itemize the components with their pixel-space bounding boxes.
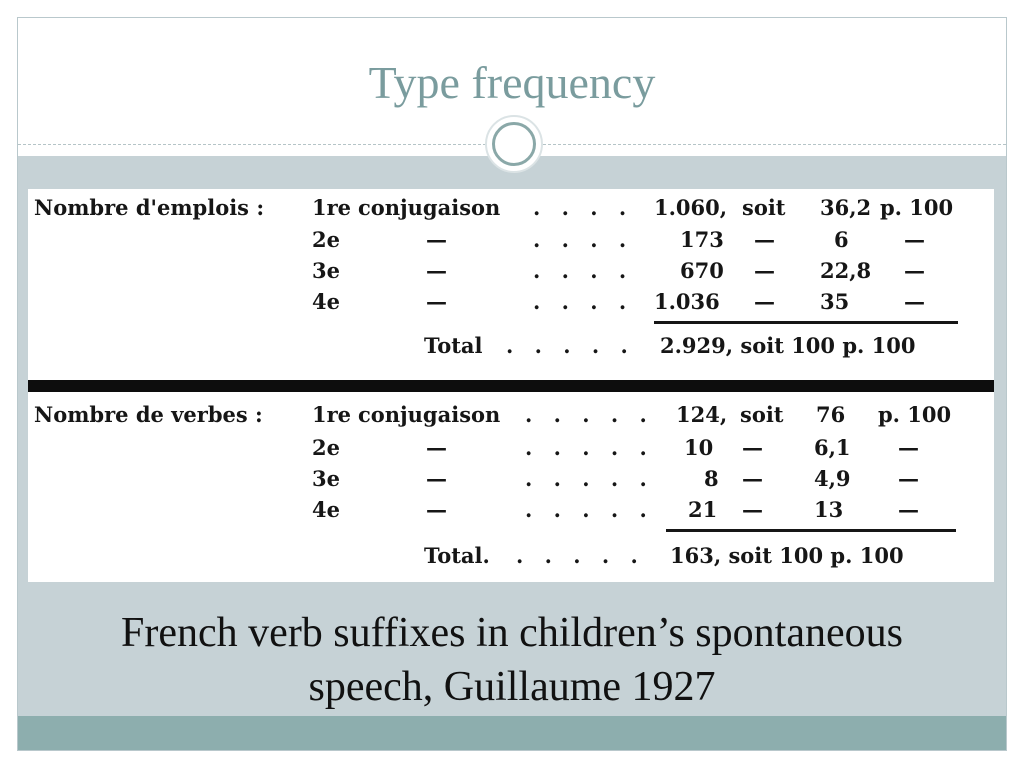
soit-label: — (754, 289, 775, 314)
count-value: 1.060, (654, 195, 728, 220)
soit-label: — (754, 258, 775, 283)
conjugation-label: — (426, 289, 447, 314)
conjugation-rank: 4e (312, 497, 340, 522)
leader-dots: . . . . . (525, 435, 654, 460)
leader-dots: . . . . (533, 289, 634, 314)
percent-unit: — (904, 289, 925, 314)
conjugation-rank: 2e (312, 435, 340, 460)
count-value: 173 (680, 227, 724, 252)
percent-unit: — (904, 258, 925, 283)
percent-value: 6,1 (814, 435, 851, 460)
percent-value: 6 (834, 227, 849, 252)
leader-dots: . . . . . (506, 333, 635, 358)
conjugation-label: — (426, 258, 447, 283)
total-value: 2.929, soit 100 p. 100 (660, 333, 916, 358)
percent-value: 76 (816, 402, 846, 427)
conjugation-label: — (426, 497, 447, 522)
conjugation-rank: 2e (312, 227, 340, 252)
table-heading: Nombre d'emplois : (34, 195, 265, 220)
percent-value: 13 (814, 497, 844, 522)
total-label: Total (424, 333, 483, 358)
conjugation-label: conjugaison (358, 402, 501, 427)
percent-value: 4,9 (814, 466, 851, 491)
total-row (28, 541, 994, 571)
leader-dots: . . . . (533, 195, 634, 220)
slide-caption (18, 606, 1006, 714)
conjugation-rank: 4e (312, 289, 340, 314)
conjugation-label: — (426, 435, 447, 460)
percent-unit: — (898, 466, 919, 491)
leader-dots: . . . . . (516, 543, 645, 568)
caption-line: French verb suffixes in children’s spontaneous (121, 610, 903, 656)
conjugation-rank: 1re (312, 195, 352, 220)
soit-label: soit (742, 195, 786, 220)
table-row (28, 193, 994, 223)
percent-unit: p. 100 (878, 402, 952, 427)
count-value: 8 (704, 466, 719, 491)
slide-title: Type frequency (368, 57, 656, 108)
soit-label: — (754, 227, 775, 252)
soit-label: — (742, 435, 763, 460)
soit-label: soit (740, 402, 784, 427)
sum-rule (666, 529, 956, 532)
conjugation-rank: 3e (312, 466, 340, 491)
percent-value: 35 (820, 289, 850, 314)
table-row (28, 287, 994, 317)
soit-label: — (742, 466, 763, 491)
count-value: 21 (688, 497, 718, 522)
section-separator (28, 380, 994, 392)
table-heading: Nombre de verbes : (34, 402, 263, 427)
leader-dots: . . . . . (525, 497, 654, 522)
conjugation-label: — (426, 466, 447, 491)
table-row (28, 495, 994, 525)
percent-unit: — (898, 497, 919, 522)
count-value: 124, (676, 402, 728, 427)
table-row (28, 464, 994, 494)
table-row (28, 433, 994, 463)
total-label: Total. (424, 543, 490, 568)
circle-ornament-icon (485, 115, 543, 173)
footer-band (18, 716, 1006, 751)
percent-value: 36,2 (820, 195, 872, 220)
count-value: 670 (680, 258, 724, 283)
soit-label: — (742, 497, 763, 522)
conjugation-rank: 3e (312, 258, 340, 283)
leader-dots: . . . . (533, 227, 634, 252)
leader-dots: . . . . (533, 258, 634, 283)
percent-unit: — (898, 435, 919, 460)
slide (17, 17, 1007, 751)
total-row (28, 331, 994, 361)
count-value: 1.036 (654, 289, 720, 314)
table-row (28, 400, 994, 430)
percent-unit: — (904, 227, 925, 252)
percent-value: 22,8 (820, 258, 872, 283)
table-row (28, 256, 994, 286)
sum-rule (654, 321, 958, 324)
scanned-table-image (28, 189, 994, 582)
conjugation-rank: 1re (312, 402, 352, 427)
total-value: 163, soit 100 p. 100 (670, 543, 904, 568)
percent-unit: p. 100 (880, 195, 954, 220)
caption-line: speech, Guillaume 1927 (308, 664, 716, 710)
table-row (28, 225, 994, 255)
conjugation-label: conjugaison (358, 195, 501, 220)
count-value: 10 (684, 435, 714, 460)
conjugation-label: — (426, 227, 447, 252)
leader-dots: . . . . . (525, 402, 654, 427)
leader-dots: . . . . . (525, 466, 654, 491)
